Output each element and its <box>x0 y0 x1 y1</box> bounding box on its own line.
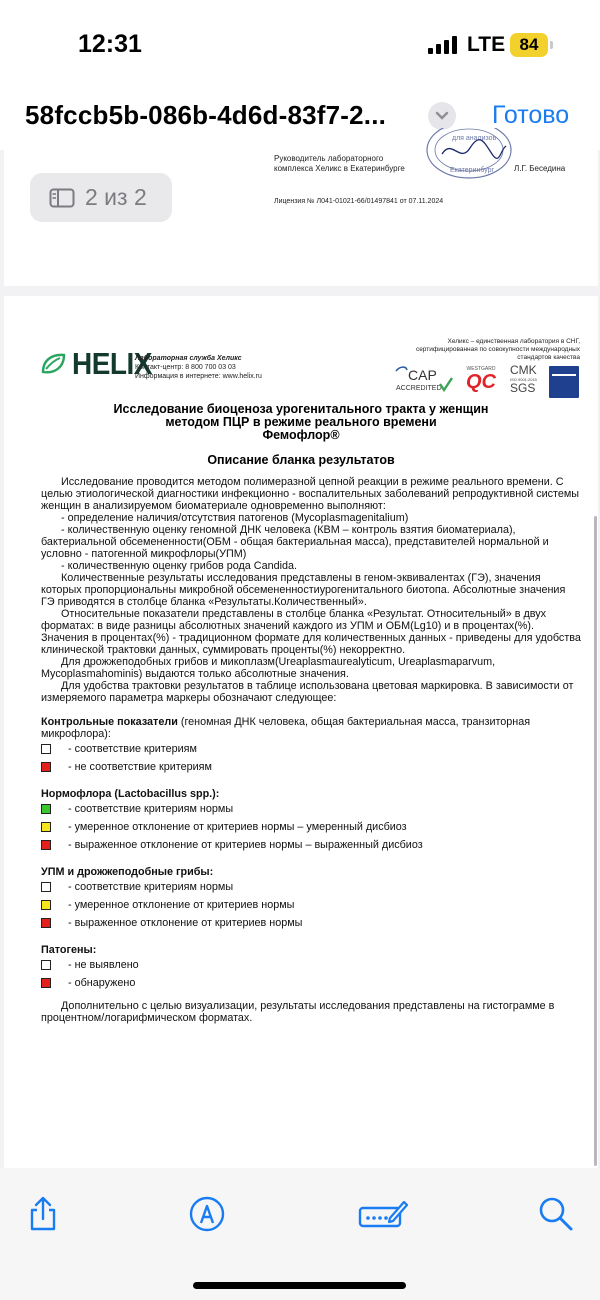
paragraph: - количественную оценку геномной ДНК человека (КВМ – контроль взятия биоматериала), бактериальной обсемененности(ОБМ - общая бактериальная масса), представителей нормальной и условно - патогенной микрофлоры(УПМ) <box>41 524 549 560</box>
paragraph: Относительные показатели представлены в столбце бланка «Результат. Относительный» в двух форматах: в виде разницы абсолютных значений каждого из УПМ и ОБМ(Lg10) и в процентах(%). Значения в процентах(%) - традиционном формате для количественных данных - приведены для удобства клинической трактовки данных, суммировать проценты(%) некорректно. <box>41 608 581 656</box>
legend-label: - обнаружено <box>68 977 136 989</box>
license-text: Лицензия № Л041-01021-66/01497841 от 07.11.2024 <box>274 198 444 205</box>
document-body <box>41 476 581 1024</box>
helix-leaf-icon <box>40 352 66 376</box>
legend-label: - не выявлено <box>68 959 139 971</box>
cap-accredited-logo <box>394 366 456 398</box>
stamp-text-top: для анализов <box>452 135 497 142</box>
document-subheading: Описание бланка результатов <box>207 453 395 467</box>
color-swatch <box>41 840 51 850</box>
signatory-role-line1: Руководитель лабораторного <box>274 154 384 163</box>
legend-control-desc: (геномная ДНК человека, общая бактериальная масса, транзиторная микрофлора): <box>41 716 531 740</box>
color-swatch <box>41 918 51 928</box>
signatory-name: Л.Г. Беседина <box>514 164 566 173</box>
cmk-sgs-logo <box>510 364 537 395</box>
home-indicator <box>193 1282 406 1289</box>
color-swatch <box>41 960 51 970</box>
share-icon[interactable] <box>25 1196 61 1232</box>
battery-tip <box>550 41 553 49</box>
sgs-label: SGS <box>510 381 536 395</box>
stamp-signature-icon <box>422 128 517 180</box>
document-heading-line1: Исследование биоценоза урогенитального тракта у женщин <box>113 402 489 416</box>
cmk-sub: ISO 9001:2015 <box>510 377 537 382</box>
legend-label: - соответствие критериям нормы <box>68 803 234 815</box>
legend-label: - соответствие критериям нормы <box>68 881 234 893</box>
cap-label: CAP <box>408 367 437 383</box>
page-indicator-text: 2 из 2 <box>85 184 147 210</box>
fill-form-icon[interactable] <box>358 1196 408 1232</box>
color-swatch <box>41 882 51 892</box>
document-heading-line3: Фемофлор® <box>262 428 340 442</box>
signatory-role-line2: комплекса Хеликс в Екатеринбурге <box>274 164 405 173</box>
legend-item <box>41 740 581 758</box>
legend-label: - выраженное отклонение от критериев нормы <box>68 917 303 929</box>
scrollbar[interactable] <box>594 516 597 1166</box>
color-swatch <box>41 804 51 814</box>
legend-control-title: Контрольные показатели <box>41 716 178 728</box>
paragraph: Количественные результаты исследования представлены в геном-эквивалентах (ГЭ), значения которых пропорциональны микробной обсемененностиурогенитального биотопа. Абсолютные значения ГЭ приводятся в столбце бланка «Результаты.Количественный». <box>41 572 566 608</box>
legend-pathogens-heading: Патогены: <box>41 944 97 956</box>
lab-website: Информация в интернете: www.helix.ru <box>135 373 262 380</box>
legend-item <box>41 818 581 836</box>
legend-control-heading <box>41 716 581 740</box>
legend-item <box>41 896 581 914</box>
qc-label: QC <box>466 371 496 393</box>
legend-upm-heading: УПМ и дрожжеподобные грибы: <box>41 866 214 878</box>
paragraph: Для удобства трактовки результатов в таблице использована цветовая маркировка. В зависимости от измеряемого параметра маркеры обозначают следующее: <box>41 680 574 704</box>
cap-sub: ACCREDITED <box>396 385 442 392</box>
paragraph: - количественную оценку грибов рода Candida. <box>61 560 298 572</box>
logo-wordmark: HELIX <box>72 346 152 381</box>
document-heading-line2: методом ПЦР в режиме реального времени <box>165 415 437 429</box>
network-type: LTE <box>467 33 506 56</box>
color-swatch <box>41 978 51 988</box>
westgard-qc-logo <box>462 366 500 394</box>
paragraph: Исследование проводится методом полимеразной цепной реакции в режиме реального времени. С целью этиологической диагностики инфекционно - воспалительных заболеваний репродуктивной системы женщин в анализируемом биоматериале одновременно выполняют: <box>41 476 580 512</box>
legend-label: - соответствие критериям <box>68 743 197 755</box>
pdf-page-2[interactable] <box>4 296 598 1168</box>
document-heading <box>4 403 598 442</box>
lab-contact: Контакт-центр: 8 800 700 03 03 <box>135 364 236 371</box>
legend-label: - выраженное отклонение от критериев нормы – выраженный дисбиоз <box>68 839 423 851</box>
color-swatch <box>41 822 51 832</box>
legend-label: - не соответствие критериям <box>68 761 212 773</box>
legend-item <box>41 800 581 818</box>
legend-item <box>41 758 581 776</box>
cmk-label: CMK <box>510 363 537 377</box>
done-button[interactable]: Готово <box>492 101 570 129</box>
stamp-text-bottom: Екатеринбург <box>450 167 495 174</box>
paragraph: Для дрожжеподобных грибов и микоплазм(Ureaplasmaurealyticum, Ureaplasmaparvum, Mycoplasmahominis) выдаются только абсолютные значения. <box>41 656 496 680</box>
bottom-toolbar <box>0 1168 600 1300</box>
status-time: 12:31 <box>78 30 142 58</box>
search-icon[interactable] <box>538 1196 574 1232</box>
lab-name: Лабораторная служба Хеликс <box>135 355 242 362</box>
document-title[interactable]: 58fccb5b-086b-4d6d-83f7-2... <box>25 100 387 130</box>
markup-pen-icon[interactable] <box>189 1196 225 1232</box>
color-swatch <box>41 762 51 772</box>
lab-info <box>135 354 262 381</box>
cellular-signal-icon <box>428 36 458 54</box>
status-bar <box>0 0 600 90</box>
legend-item <box>41 878 581 896</box>
closing-paragraph: Дополнительно с целью визуализации, результаты исследования представлены на гистограмме в процентном/логарифмическом форматах. <box>41 1000 555 1024</box>
dnv-certification-logo <box>549 366 579 398</box>
legend-normoflora-heading: Нормофлора (Lactobacillus spp.): <box>41 788 220 800</box>
signatory-role <box>274 154 405 174</box>
qc-top: WESTGARD <box>466 366 496 372</box>
legend-label: - умеренное отклонение от критериев нормы – умеренный дисбиоз <box>68 821 407 833</box>
legend-item <box>41 974 581 992</box>
legend-item <box>41 836 581 854</box>
paragraph: - определение наличия/отсутствия патогенов (Mycoplasmagenitalium) <box>61 512 409 524</box>
certification-note: Хеликс – единственная лаборатория в СНГ, сертифицированная по совокупности международных стандартов качества <box>415 338 580 361</box>
color-swatch <box>41 900 51 910</box>
chevron-down-icon[interactable] <box>428 102 456 130</box>
legend-item <box>41 914 581 932</box>
color-swatch <box>41 744 51 754</box>
legend-item <box>41 956 581 974</box>
legend-label: - умеренное отклонение от критериев нормы <box>68 899 295 911</box>
battery-indicator: 84 <box>510 33 548 57</box>
sidebar-icon <box>49 188 75 208</box>
page-indicator <box>30 173 172 222</box>
